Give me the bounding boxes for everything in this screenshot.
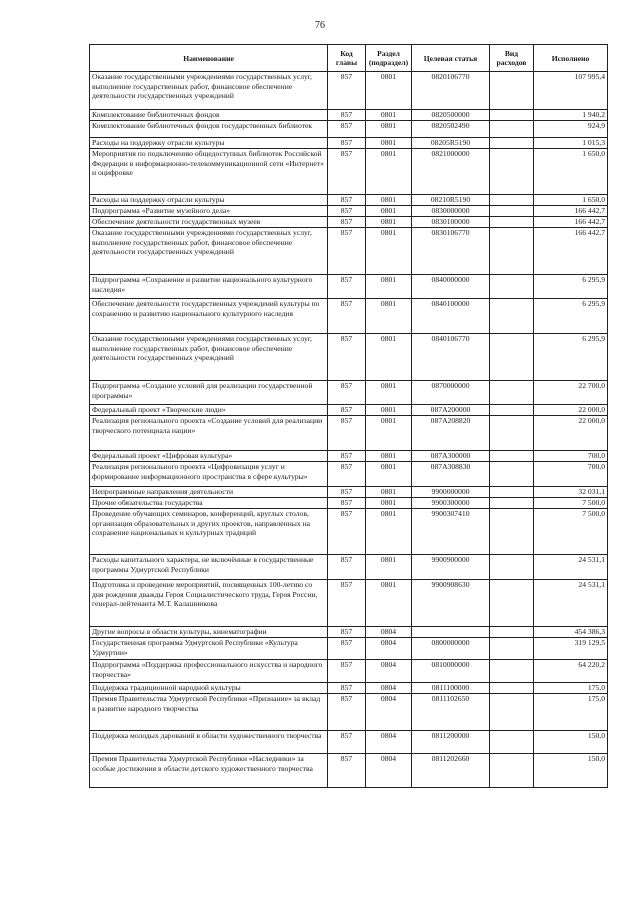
cell-chapter: 857 (328, 72, 366, 110)
cell-chapter: 857 (328, 509, 366, 555)
cell-executed: 924,9 (534, 121, 608, 138)
cell-section: 0801 (366, 121, 412, 138)
table-row (90, 121, 608, 138)
cell-section: 0804 (366, 731, 412, 754)
cell-executed: 24 531,1 (534, 580, 608, 627)
table-header-row (90, 45, 608, 72)
cell-executed: 700,0 (534, 451, 608, 462)
page-number: 76 (315, 20, 325, 31)
table-row (90, 228, 608, 275)
table-row (90, 72, 608, 110)
cell-executed: 1 015,3 (534, 138, 608, 149)
cell-section: 0804 (366, 683, 412, 694)
cell-section: 0801 (366, 405, 412, 416)
cell-name: Комплектование библиотечных фондов государственных библиотек (90, 121, 328, 138)
cell-expense (490, 381, 534, 405)
cell-chapter: 857 (328, 731, 366, 754)
cell-expense (490, 121, 534, 138)
cell-chapter: 857 (328, 405, 366, 416)
cell-name: Подпрограмма «Создание условий для реализации государственной программы» (90, 381, 328, 405)
cell-section: 0801 (366, 138, 412, 149)
cell-target: 0820106770 (412, 72, 490, 110)
cell-name: Непрограммные направления деятельности (90, 487, 328, 498)
table-row (90, 405, 608, 416)
cell-chapter: 857 (328, 206, 366, 217)
cell-section: 0801 (366, 555, 412, 580)
cell-expense (490, 217, 534, 228)
table-row (90, 754, 608, 788)
cell-expense (490, 416, 534, 451)
table-row (90, 299, 608, 334)
cell-chapter: 857 (328, 275, 366, 299)
table-row (90, 275, 608, 299)
table-row (90, 580, 608, 627)
cell-chapter: 857 (328, 683, 366, 694)
col-header-name: Наименование (90, 45, 328, 72)
cell-name: Государственная программа Удмуртской Республики «Культура Удмуртии» (90, 638, 328, 660)
cell-expense (490, 731, 534, 754)
col-header-chapter: Код главы (328, 45, 366, 72)
cell-executed: 22 700,0 (534, 381, 608, 405)
cell-executed: 166 442,7 (534, 206, 608, 217)
cell-chapter: 857 (328, 381, 366, 405)
cell-target: 0830106770 (412, 228, 490, 275)
cell-target: 9900307410 (412, 509, 490, 555)
table-row (90, 334, 608, 381)
cell-target: 087A200000 (412, 405, 490, 416)
cell-expense (490, 299, 534, 334)
cell-name: Мероприятия по подключению общедоступных библиотек Российской Федерации в информационно-телекоммуникационной сети «Интернет» и оцифровке (90, 149, 328, 195)
cell-executed: 22 000,0 (534, 416, 608, 451)
cell-chapter: 857 (328, 121, 366, 138)
cell-name: Премия Правительства Удмуртской Республики «Признание» за вклад в развитие народного творчества (90, 694, 328, 731)
cell-executed: 150,0 (534, 731, 608, 754)
cell-name: Проведение обучающих семинаров, конференций, круглых столов, организация образовательных и других проектов, направленных на сохранение национальных и культурных традиций (90, 509, 328, 555)
cell-expense (490, 451, 534, 462)
cell-executed: 1 650,0 (534, 195, 608, 206)
table-row (90, 416, 608, 451)
cell-name: Оказание государственными учреждениями государственных услуг, выполнение государственных работ, финансовое обеспечение деятельности государственных учреждений (90, 72, 328, 110)
cell-section: 0804 (366, 638, 412, 660)
cell-executed: 7 500,0 (534, 509, 608, 555)
cell-chapter: 857 (328, 638, 366, 660)
cell-target: 08210R5190 (412, 195, 490, 206)
cell-section: 0801 (366, 462, 412, 487)
cell-section: 0801 (366, 72, 412, 110)
cell-chapter: 857 (328, 334, 366, 381)
cell-section: 0801 (366, 509, 412, 555)
cell-chapter: 857 (328, 228, 366, 275)
cell-executed: 175,0 (534, 694, 608, 731)
cell-expense (490, 555, 534, 580)
cell-chapter: 857 (328, 451, 366, 462)
cell-target: 08205R5190 (412, 138, 490, 149)
table-row (90, 206, 608, 217)
cell-expense (490, 72, 534, 110)
cell-chapter: 857 (328, 660, 366, 683)
cell-chapter: 857 (328, 462, 366, 487)
table-row (90, 660, 608, 683)
cell-expense (490, 660, 534, 683)
cell-executed: 700,0 (534, 462, 608, 487)
cell-target: 087A208820 (412, 416, 490, 451)
cell-target: 9900000000 (412, 487, 490, 498)
cell-target: 0811102650 (412, 694, 490, 731)
cell-executed: 6 295,9 (534, 275, 608, 299)
table-row (90, 110, 608, 121)
cell-target: 0840000000 (412, 275, 490, 299)
cell-executed: 22 000,0 (534, 405, 608, 416)
cell-section: 0801 (366, 451, 412, 462)
cell-executed: 6 295,9 (534, 299, 608, 334)
cell-section: 0801 (366, 381, 412, 405)
cell-section: 0801 (366, 217, 412, 228)
cell-name: Федеральный проект «Творческие люди» (90, 405, 328, 416)
cell-expense (490, 638, 534, 660)
cell-section: 0804 (366, 660, 412, 683)
cell-executed: 166 442,7 (534, 217, 608, 228)
cell-executed: 1 650,0 (534, 149, 608, 195)
cell-executed: 32 031,1 (534, 487, 608, 498)
cell-target: 0821000000 (412, 149, 490, 195)
table-row (90, 555, 608, 580)
table-row (90, 462, 608, 487)
cell-section: 0801 (366, 195, 412, 206)
cell-section: 0801 (366, 416, 412, 451)
cell-executed: 175,0 (534, 683, 608, 694)
cell-section: 0801 (366, 149, 412, 195)
cell-target: 0811202660 (412, 754, 490, 788)
cell-target: 0811100000 (412, 683, 490, 694)
col-header-expense: Вид расходов (490, 45, 534, 72)
cell-chapter: 857 (328, 487, 366, 498)
cell-executed: 7 500,0 (534, 498, 608, 509)
cell-expense (490, 509, 534, 555)
cell-expense (490, 627, 534, 638)
cell-section: 0801 (366, 498, 412, 509)
cell-chapter: 857 (328, 754, 366, 788)
cell-target: 0810000000 (412, 660, 490, 683)
cell-target: 087A300000 (412, 451, 490, 462)
cell-expense (490, 580, 534, 627)
cell-name: Оказание государственными учреждениями государственных услуг, выполнение государственных работ, финансовое обеспечение деятельности государственных учреждений (90, 334, 328, 381)
cell-target: 0800000000 (412, 638, 490, 660)
cell-chapter: 857 (328, 110, 366, 121)
cell-name: Расходы на поддержку отрасли культуры (90, 195, 328, 206)
cell-name: Обеспечение деятельности государственных музеев (90, 217, 328, 228)
cell-name: Оказание государственными учреждениями государственных услуг, выполнение государственных работ, финансовое обеспечение деятельности государственных учреждений (90, 228, 328, 275)
cell-name: Обеспечение деятельности государственных учреждений культуры по сохранению и развитию национального культурного наследия (90, 299, 328, 334)
cell-name: Федеральный проект «Цифровая культура» (90, 451, 328, 462)
cell-executed: 1 940,2 (534, 110, 608, 121)
budget-table (89, 44, 608, 788)
cell-expense (490, 498, 534, 509)
table-row (90, 381, 608, 405)
table-row (90, 731, 608, 754)
cell-expense (490, 694, 534, 731)
cell-name: Реализация регионального проекта «Создание условий для реализации творческого потенциала нации» (90, 416, 328, 451)
cell-chapter: 857 (328, 299, 366, 334)
col-header-target: Целевая статья (412, 45, 490, 72)
col-header-executed: Исполнено (534, 45, 608, 72)
cell-section: 0801 (366, 299, 412, 334)
cell-executed: 166 442,7 (534, 228, 608, 275)
cell-executed: 319 129,5 (534, 638, 608, 660)
cell-executed: 24 531,1 (534, 555, 608, 580)
cell-expense (490, 683, 534, 694)
table-row (90, 195, 608, 206)
cell-name: Расходы на поддержку отрасли культуры (90, 138, 328, 149)
cell-expense (490, 487, 534, 498)
cell-expense (490, 405, 534, 416)
cell-chapter: 857 (328, 416, 366, 451)
cell-target: 0820502490 (412, 121, 490, 138)
cell-executed: 454 386,3 (534, 627, 608, 638)
table-body (90, 72, 608, 788)
cell-section: 0801 (366, 487, 412, 498)
cell-executed: 150,0 (534, 754, 608, 788)
cell-name: Подпрограмма «Развитие музейного дела» (90, 206, 328, 217)
cell-chapter: 857 (328, 498, 366, 509)
table-row (90, 487, 608, 498)
cell-section: 0801 (366, 206, 412, 217)
cell-name: Комплектование библиотечных фондов (90, 110, 328, 121)
cell-target (412, 627, 490, 638)
cell-executed: 6 295,9 (534, 334, 608, 381)
table-row (90, 217, 608, 228)
table-row (90, 509, 608, 555)
cell-chapter: 857 (328, 217, 366, 228)
table-row (90, 138, 608, 149)
cell-target: 0830000000 (412, 206, 490, 217)
cell-executed: 64 220,2 (534, 660, 608, 683)
cell-name: Поддержка молодых дарований в области художественного творчества (90, 731, 328, 754)
table-row (90, 638, 608, 660)
table-row (90, 149, 608, 195)
cell-target: 0830100000 (412, 217, 490, 228)
table-row (90, 451, 608, 462)
cell-executed: 107 995,4 (534, 72, 608, 110)
cell-target: 0840106770 (412, 334, 490, 381)
cell-chapter: 857 (328, 195, 366, 206)
cell-name: Премия Правительства Удмуртской Республики «Наследники» за особые достижения в области детского художественного творчества (90, 754, 328, 788)
cell-target: 9900900000 (412, 555, 490, 580)
cell-chapter: 857 (328, 149, 366, 195)
cell-chapter: 857 (328, 555, 366, 580)
cell-expense (490, 206, 534, 217)
cell-name: Реализация регионального проекта «Цифровизация услуг и формирование информационного пространства в сфере культуры» (90, 462, 328, 487)
cell-chapter: 857 (328, 580, 366, 627)
table-row (90, 683, 608, 694)
cell-chapter: 857 (328, 138, 366, 149)
cell-section: 0804 (366, 627, 412, 638)
cell-expense (490, 228, 534, 275)
cell-expense (490, 275, 534, 299)
cell-chapter: 857 (328, 694, 366, 731)
table-row (90, 694, 608, 731)
cell-section: 0801 (366, 334, 412, 381)
cell-name: Подпрограмма «Поддержка профессионального искусства и народного творчества» (90, 660, 328, 683)
cell-target: 087A308830 (412, 462, 490, 487)
cell-section: 0801 (366, 228, 412, 275)
cell-name: Прочие обязательства государства (90, 498, 328, 509)
cell-expense (490, 149, 534, 195)
cell-target: 0870000000 (412, 381, 490, 405)
col-header-section: Раздел (подраздел) (366, 45, 412, 72)
cell-target: 0811200000 (412, 731, 490, 754)
cell-expense (490, 138, 534, 149)
cell-expense (490, 462, 534, 487)
cell-name: Подпрограмма «Сохранение и развитие национального культурного наследия» (90, 275, 328, 299)
table-row (90, 627, 608, 638)
table-row (90, 498, 608, 509)
cell-expense (490, 195, 534, 206)
cell-name: Подготовка и проведение мероприятий, посвященных 100-летию со дня рождения дважды Героя Социалистического труда, Героя России, генерал-лейтенанта М.Т. Калашникова (90, 580, 328, 627)
cell-section: 0804 (366, 694, 412, 731)
cell-target: 9900908630 (412, 580, 490, 627)
cell-expense (490, 754, 534, 788)
cell-expense (490, 334, 534, 381)
cell-section: 0804 (366, 754, 412, 788)
cell-target: 0840100000 (412, 299, 490, 334)
cell-section: 0801 (366, 275, 412, 299)
cell-name: Поддержка традиционной народной культуры (90, 683, 328, 694)
cell-chapter: 857 (328, 627, 366, 638)
cell-name: Другие вопросы в области культуры, кинематографии (90, 627, 328, 638)
cell-section: 0801 (366, 110, 412, 121)
cell-target: 9900300000 (412, 498, 490, 509)
cell-expense (490, 110, 534, 121)
cell-name: Расходы капитального характера, не включённые в государственные программы Удмуртской Республики (90, 555, 328, 580)
cell-section: 0801 (366, 580, 412, 627)
cell-target: 0820500000 (412, 110, 490, 121)
